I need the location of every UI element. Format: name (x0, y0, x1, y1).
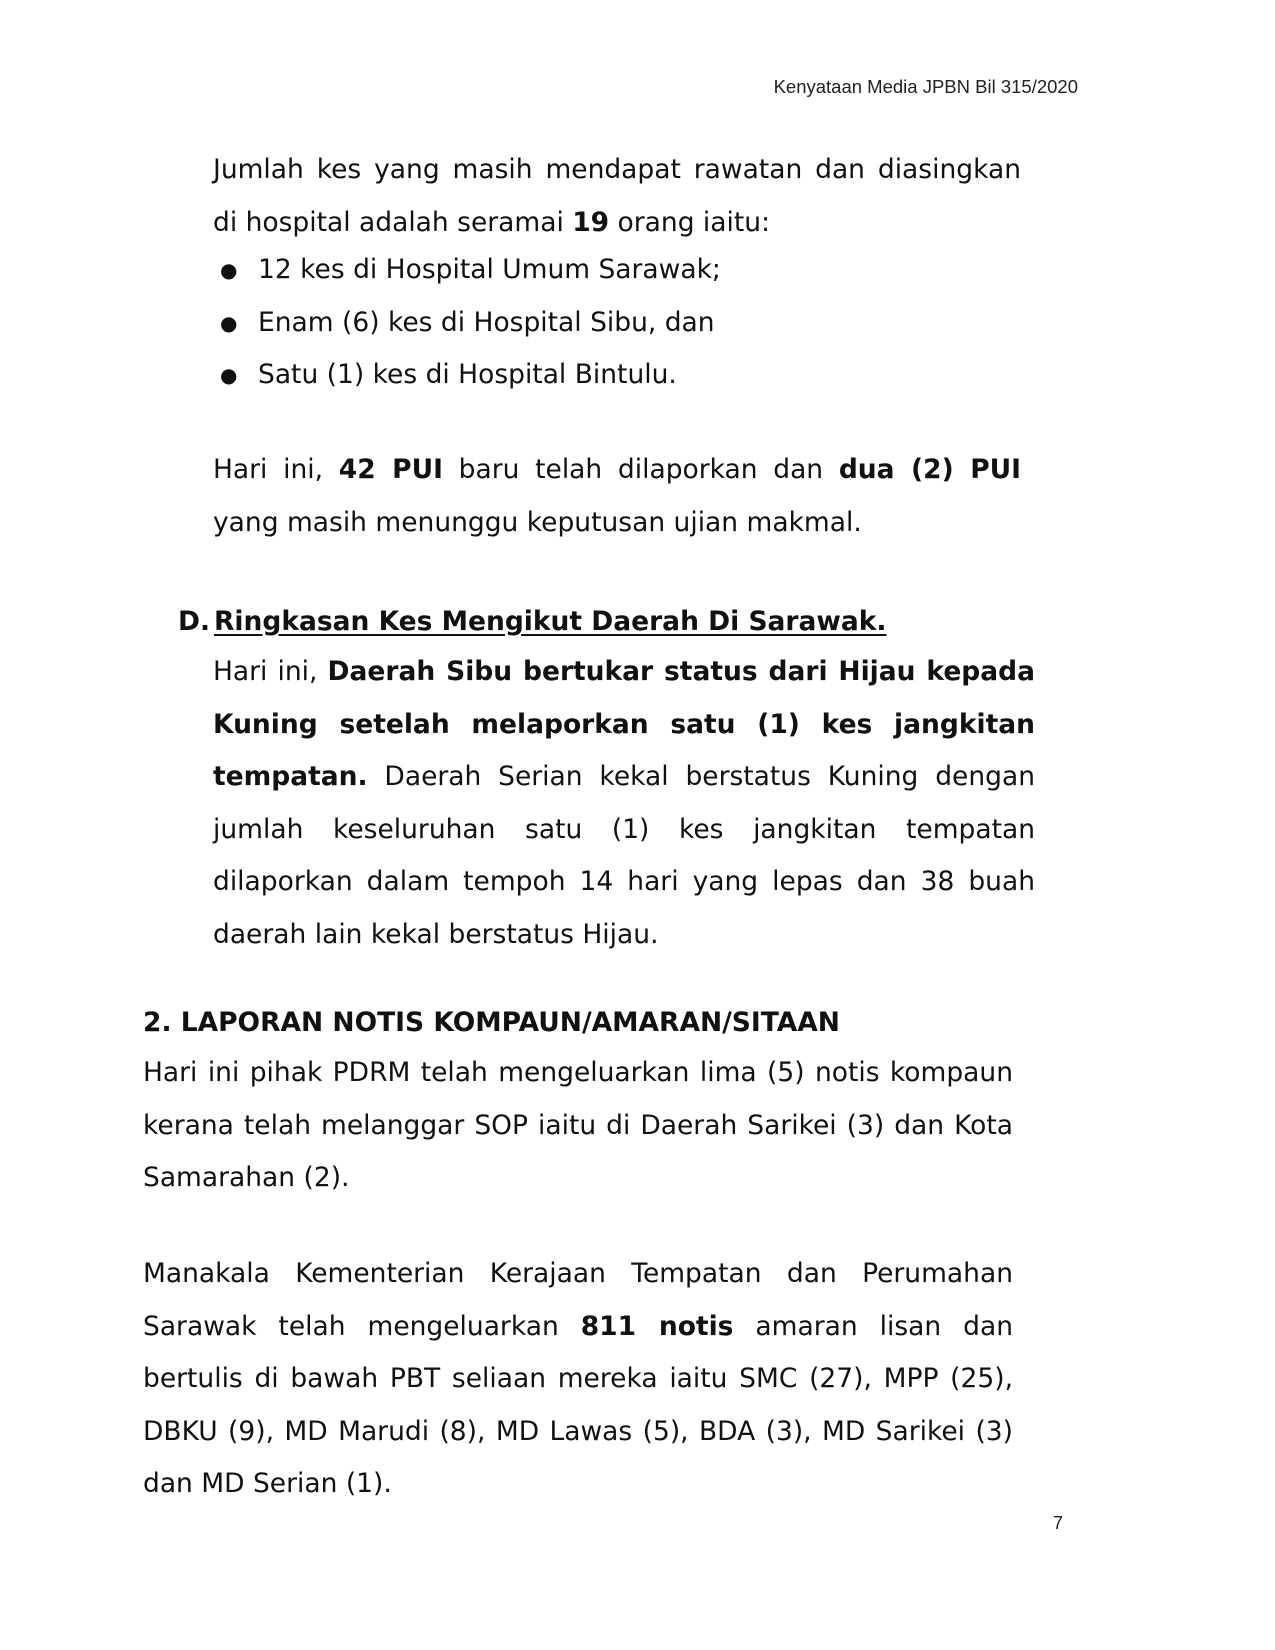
bullet-icon: ● (220, 258, 238, 282)
para1-tail: orang iaitu: (609, 206, 771, 238)
hospital-list (218, 244, 1018, 402)
section-2-heading: 2. LAPORAN NOTIS KOMPAUN/AMARAN/SITAAN (143, 1007, 840, 1038)
bullet-icon: ● (220, 363, 238, 388)
section-d-title: Ringkasan Kes Mengikut Daerah Di Sarawak. (214, 606, 887, 637)
list-item: ● Satu (1) kes di Hospital Bintulu. (218, 349, 1018, 402)
section-d-letter: D. (178, 606, 211, 637)
pui-pending-count: dua (2) PUI (838, 454, 1021, 485)
kktp-paragraph: Manakala Kementerian Kerajaan Tempatan dan Perumahan Sarawak telah mengeluarkan 811 notis amaran lisan dan bertulis di bawah PBT seliaan mereka iaitu SMC (27), MPP (25), DBKU (9), MD Marudi (8), MD Lawas (5), BDA (3), MD Sarikei (3) dan MD Serian (1). (143, 1258, 1014, 1500)
page-header: Kenyataan Media JPBN Bil 315/2020 (773, 76, 1078, 97)
section-d-paragraph: Hari ini, Daerah Sibu bertukar status dari Hijau kepada Kuning setelah melaporkan satu (1) kes jangkitan tempatan. Daerah Serian kekal berstatus Kuning dengan jumlah keseluruhan satu (1) kes jangkitan tempatan dilaporkan dalam tempoh 14 hari yang lepas dan 38 buah daerah lain kekal berstatus Hijau. (213, 656, 1035, 950)
notice-count: 811 notis (580, 1310, 734, 1342)
para1-text: Jumlah kes yang masih mendapat rawatan dan diasingkan di hospital adalah seramai (213, 154, 1021, 238)
treatment-paragraph (213, 144, 1021, 249)
bullet-icon: ● (220, 310, 238, 335)
page-number: 7 (1052, 1513, 1063, 1533)
pui-paragraph: Hari ini, 42 PUI baru telah dilaporkan dan dua (2) PUI yang masih menunggu keputusan ujian makmal. (213, 454, 1021, 538)
pdrm-paragraph: Hari ini pihak PDRM telah mengeluarkan lima (5) notis kompaun kerana telah melanggar SOP iaitu di Daerah Sarikei (3) dan Kota Samarahan (2). (143, 1057, 1013, 1194)
pui-new-count: 42 PUI (338, 454, 443, 485)
section-d-heading (178, 596, 1038, 649)
sibu-status-change: Daerah Sibu bertukar status dari Hijau kepada Kuning setelah melaporkan satu (1) kes jangkitan tempatan. (213, 656, 1035, 793)
para1-count: 19 (572, 206, 610, 238)
list-item: ● Enam (6) kes di Hospital Sibu, dan (218, 297, 1018, 350)
list-item: ● 12 kes di Hospital Umum Sarawak; (218, 244, 1018, 297)
